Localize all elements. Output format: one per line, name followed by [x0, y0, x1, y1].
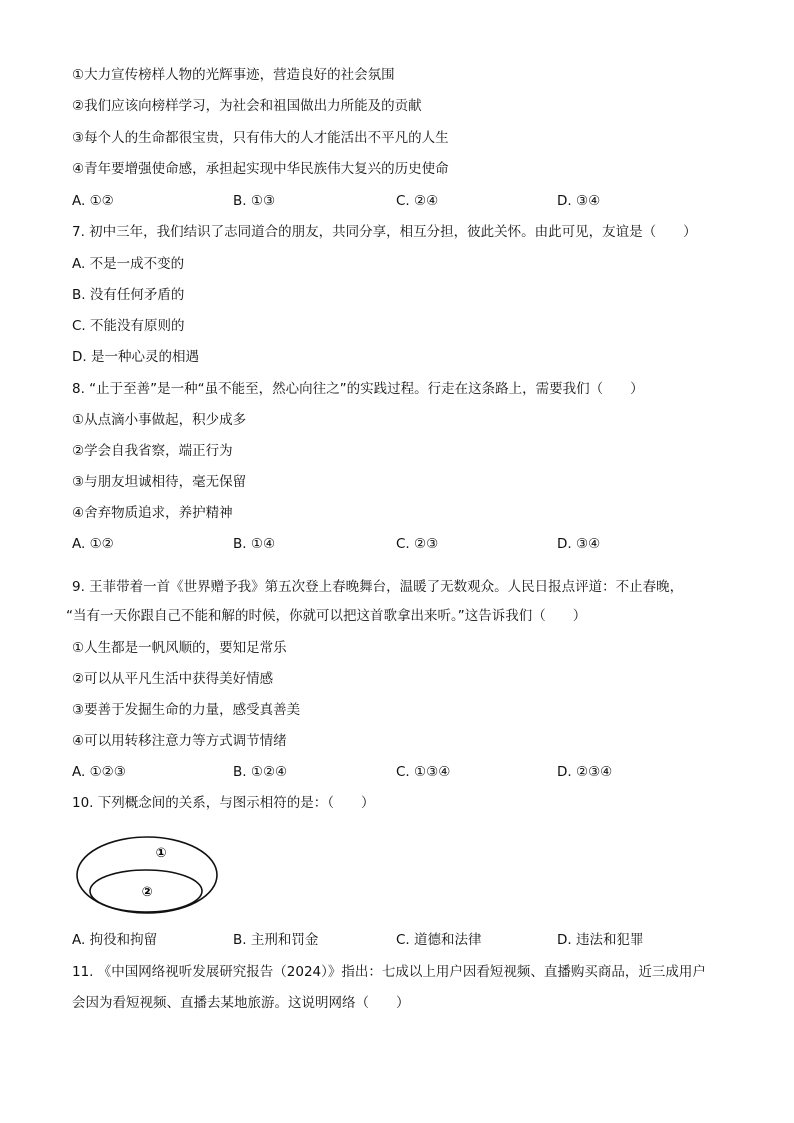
q7-option-b[interactable]: B. 没有任何矛盾的	[72, 287, 185, 303]
q9-statement-3: ③要善于发掘生命的力量，感受真善美	[72, 702, 301, 718]
q6-statement-4: ④青年要增强使命感，承担起实现中华民族伟大复兴的历史使命	[72, 161, 449, 177]
q6-option-d[interactable]: D. ③④	[557, 193, 601, 209]
q9-option-a[interactable]: A. ①②③	[72, 764, 126, 780]
q10-option-a[interactable]: A. 拘役和拘留	[72, 932, 158, 948]
q9-stem-line-1: 9. 王菲带着一首《世界赠予我》第五次登上春晚舞台，温暖了无数观众。人民日报点评道：不止春晚，	[72, 579, 684, 595]
q6-statement-1: ①大力宣传榜样人物的光辉事迹，营造良好的社会氛围	[72, 67, 395, 83]
q8-option-d[interactable]: D. ③④	[557, 536, 601, 552]
q7-stem: 7. 初中三年，我们结识了志同道合的朋友，共同分享，相互分担，彼此关怀。由此可见，友谊是（ ）	[72, 224, 697, 240]
q10-nested-ellipse-figure	[75, 834, 223, 918]
q8-option-a[interactable]: A. ①②	[72, 536, 114, 552]
q8-statement-1: ①从点滴小事做起，积少成多	[72, 412, 247, 428]
figure-label-2: ②	[141, 885, 153, 900]
q6-option-a[interactable]: A. ①②	[72, 193, 114, 209]
figure-label-1: ①	[155, 846, 167, 861]
q8-stem: 8. “止于至善”是一种“虽不能至，然心向往之”的实践过程。行走在这条路上，需要我们（ ）	[72, 381, 644, 397]
q7-option-a[interactable]: A. 不是一成不变的	[72, 256, 185, 272]
q9-statement-4: ④可以用转移注意力等方式调节情绪	[72, 733, 287, 749]
q10-option-c[interactable]: C. 道德和法律	[396, 932, 482, 948]
q6-option-c[interactable]: C. ②④	[396, 193, 439, 209]
q7-option-c[interactable]: C. 不能没有原则的	[72, 318, 185, 334]
q10-option-d[interactable]: D. 违法和犯罪	[557, 932, 644, 948]
q6-statement-3: ③每个人的生命都很宝贵，只有伟大的人才能活出不平凡的人生	[72, 130, 449, 146]
q9-option-d[interactable]: D. ②③④	[557, 764, 613, 780]
q9-option-c[interactable]: C. ①③④	[396, 764, 451, 780]
q10-stem: 10. 下列概念间的关系，与图示相符的是：（ ）	[72, 795, 375, 811]
q8-statement-4: ④舍弃物质追求，养护精神	[72, 505, 233, 521]
q6-option-b[interactable]: B. ①③	[233, 193, 276, 209]
q8-option-b[interactable]: B. ①④	[233, 536, 276, 552]
q9-statement-2: ②可以从平凡生活中获得美好情感	[72, 671, 274, 687]
q9-stem-line-2: “当有一天你跟自己不能和解的时候，你就可以把这首歌拿出来听。”这告诉我们（ ）	[66, 608, 587, 624]
q9-option-b[interactable]: B. ①②④	[233, 764, 288, 780]
q7-option-d[interactable]: D. 是一种心灵的相遇	[72, 349, 199, 365]
q9-statement-1: ①人生都是一帆风顺的，要知足常乐	[72, 640, 287, 656]
q10-option-b[interactable]: B. 主刑和罚金	[233, 932, 319, 948]
q11-stem-line-2: 会因为看短视频、直播去某地旅游。这说明网络（ ）	[72, 995, 410, 1011]
q11-stem-line-1: 11. 《中国网络视听发展研究报告（2024）》指出：七成以上用户因看短视频、直播购买商品，近三成用户	[72, 964, 706, 980]
q6-statement-2: ②我们应该向榜样学习，为社会和祖国做出力所能及的贡献	[72, 98, 422, 114]
q8-option-c[interactable]: C. ②③	[396, 536, 439, 552]
q8-statement-3: ③与朋友坦诚相待，毫无保留	[72, 474, 247, 490]
q8-statement-2: ②学会自我省察，端正行为	[72, 443, 233, 459]
